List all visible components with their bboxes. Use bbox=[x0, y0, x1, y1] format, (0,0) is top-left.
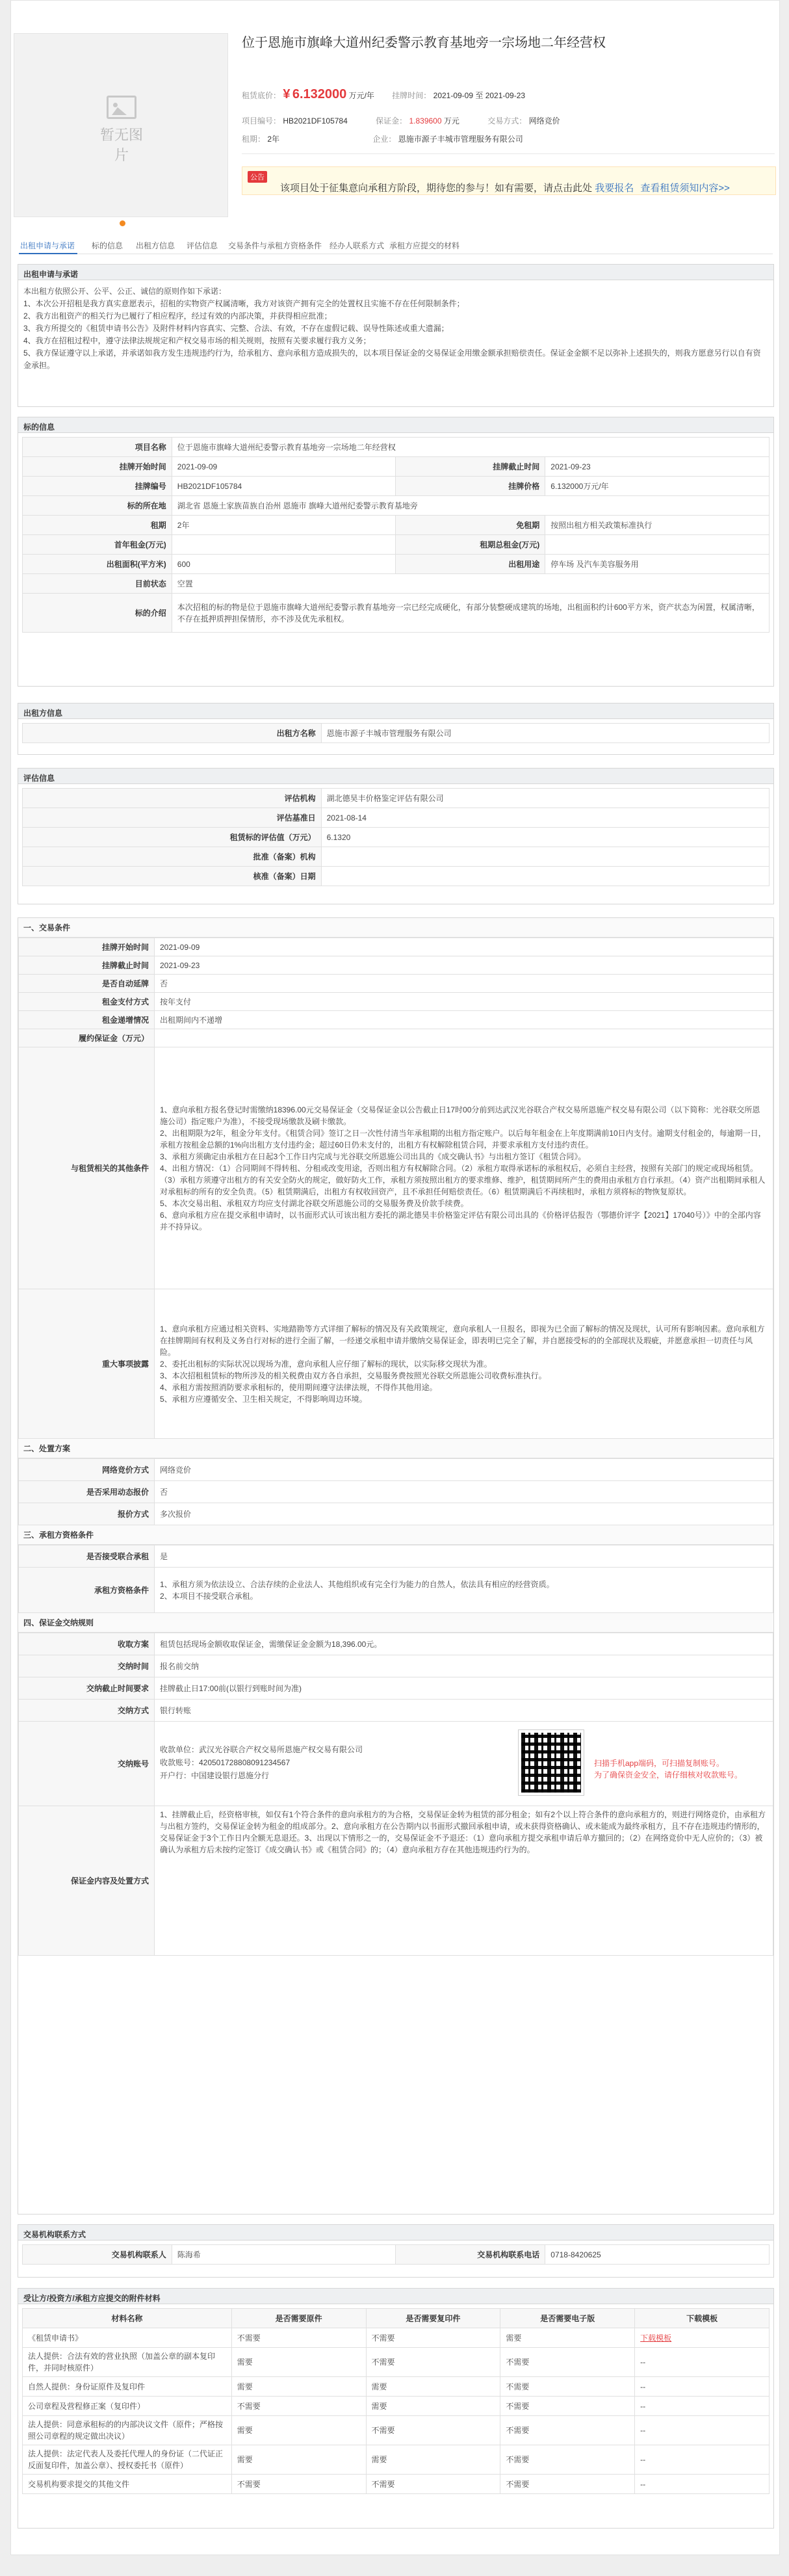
tab-evaluation[interactable]: 评估信息 bbox=[187, 241, 218, 250]
qr-code-icon bbox=[519, 1730, 584, 1795]
section-title: 出租申请与承诺 bbox=[18, 265, 773, 280]
register-link[interactable]: 我要报名 bbox=[595, 183, 634, 194]
asset-table: 项目名称 位于恩施市旗峰大道州纪委警示教育基地旁一宗场地二年经营权 挂牌开始时间 2021-09-09 挂牌截止时间 2021-09-23 挂牌编号 HB2021DF105784 挂牌价格 6.132000万元/年 标的所在地 湖北省 恩施土家族苗族自治州 恩施市 旗峰大道州纪委警示教育基地旁 租期 2年 免租期 按照出租方相关政策标准执行 首年租金(万元) 租期总租金(万元) 出租面积(平方米) 600 出租用途 停车场 及汽车美容服务用 目前状态 空置 标的介绍 本次招租的标的物是位于恩施市旗峰大道州纪委警示教育基地旁一宗已经完成硬化，有部分装整硬成建筑的场地，出租面积约计600平方米，资产状态为闲置，权属清晰，不存在抵押质押担保情形，亦不涉及优先承租权。 bbox=[22, 437, 770, 633]
materials-table: 材料名称 是否需要原件 是否需要复印件 是否需要电子版 下载模板 《租赁申请书》 不需要 不需要 需要 下载模板 法人提供：合法有效的营业执照（加盖公章的副本复印件，并同时核原件） 需要 不需要 不需要 -- 自然人提供：身份证原件及复印件 需要 需要 不需要 -- 公司章程及营程修正案（复印件） 不需要 需要 不需要 -- 法人提供：同意承租标的的内部决议文件（原件；严格按照公司章程的规定做出决议） 需要 不需要 不需要 -- 法人提供：法定代表人及委托代理人的身份证（二代证正反面复印件，加盖公章）、授权委托书（原件） 需要 需要 不需要 -- 交易机构要求提交的其他文件 不需要 不需要 不需要 -- bbox=[22, 2308, 770, 2494]
table-row: 法人提供：同意承租标的的内部决议文件（原件；严格按照公司章程的规定做出决议） 需要 不需要 不需要 -- bbox=[23, 2416, 770, 2445]
commitment-section bbox=[18, 264, 774, 407]
qualification-table: 是否接受联合承租 是 承租方资格条件 1、承租方须为依法设立、合法存续的企业法人、其他组织或有完全行为能力的自然人，依法具有相应的经营资质。 2、本项目不接受联合承租。 bbox=[18, 1545, 773, 1613]
contact-table: 交易机构联系人 陈海希 交易机构联系电话 0718-8420625 bbox=[22, 2244, 770, 2265]
info-line-1: 项目编号： HB2021DF105784 保证金： 1.839600 万元 交易方式： 网络竞价 bbox=[242, 116, 560, 125]
trade-conditions-table: 挂牌开始时间 2021-09-09 挂牌截止时间 2021-09-23 是否自动延牌 否 租金支付方式 按年支付 租金递增情况 出租期间内不递增 履约保证金（万元） 与租赁相关的其他条件 1、意向承租方报名登记时需缴纳18396.00元交易保证金（交易保证金以公告截止日17时00分前到达武汉光谷联合产权交易所恩施产权交易有限公司（以下简称：光谷联交所恩施公司）指定账户为准），不接受现场缴款及刷卡缴款。 2、出租期限为2年，租金分年支付。《租赁合同》签订之日一次性付清当年承租期的出租方指定账户。以后每年租金在上年度期满前10日内支付。逾期支付租金的，每逾期一日，承租方按租金总额的1%向出租方支付违约金；超过60日仍未支付的，出租方有权解除租赁合同，并要求承租方支付违约责任。 3、承租方须确定由承租方在日起3个工作日内完成与光谷联交所恩施公司出具的《成交确认书》与出租方签订《租赁合同》。 4、出租方情况：（1）合同期间不得转租、分租或改变用途，否则出租方有权解除合同。（2）承租方取得承诺标的承租权后，必须自主经营，按照有关部门的规定或现场租赁。（3）承租方须遵守出租方的有关安全防火的规定，做好防火工作，承租方须按照出租方的要求维修、维护，租赁期间所产生的费用由承租方自行承担。（4）资产出租期间承租人对承租标的所有的安全负责。（5）租赁期满后，出租方有权收回资产，且不承担任何赔偿责任。（6）租赁期满后不再续租时，承租方须将标的物恢复原状。 5、本次交易出租、承租双方均应支付湖北谷联交所恩施公司的交易服务费及价款手续费。 6、意向承租方应在提交承租申请时，以书面形式认可该出租方委托的湖北德昊丰价格鉴定评估有限公司出具的《价格评估报告（鄂德价评字【2021】17040号）》中的全部内容并不持异议。 重大事项披露 1、意向承租方应通过相关资料、实地踏勘等方式详细了解标的情况及有关政策规定，意向承租人一旦报名，即视为已全面了解标的情况及现状，认可所有影响因素。意向承租方在挂牌期间有权利及义务自行对标的进行全面了解，一经递交承租申请并缴纳交易保证金，即表明已完全了解，并自愿接受标的的全部现状及瑕疵，并愿意承担一切责任与风险。 2、委托出租标的实际状况以现场为准，意向承租人应仔细了解标的现状，以实际移交现状为准。 3、本次招租租赁标的物所涉及的相关税费由双方各自承担，交易服务费按照光谷联交所恩施公司收费标准执行。 4、承租方需按照消防要求承租标的，使用期间遵守法律法规，不得作其他用途。 5、承租方应遵循安全、卫生相关规定，不得影响周边环境。 bbox=[18, 938, 773, 1439]
qr-warning: 为了确保资金安全，请仔细核对收款账号。 bbox=[593, 1770, 742, 1780]
section-title: 评估信息 bbox=[18, 769, 773, 784]
price-line: 租赁底价： ¥ 6.132000 万元/年 挂牌时间： 2021-09-09 至 2021-09-23 bbox=[242, 87, 526, 101]
table-row: 《租赁申请书》 不需要 不需要 需要 下载模板 bbox=[23, 2328, 770, 2348]
page-title: 位于恩施市旗峰大道州纪委警示教育基地旁一宗场地二年经营权 bbox=[242, 36, 606, 50]
tab-materials[interactable]: 承租方应提交的材料 bbox=[389, 241, 460, 250]
image-icon bbox=[107, 96, 136, 119]
tab-bar bbox=[19, 235, 773, 254]
subsection-title: 四、保证金交纳规则 bbox=[18, 1613, 773, 1633]
tab-conditions[interactable]: 交易条件与承租方资格条件 bbox=[228, 241, 322, 250]
deposit-value: 1.839600 bbox=[409, 116, 442, 125]
contact-section bbox=[18, 2224, 774, 2278]
materials-section bbox=[18, 2288, 774, 2529]
thumbnail bbox=[14, 33, 228, 217]
deposit-rules-table: 收取方案 租赁包括现场金额收取保证金，需缴保证金金额为18,396.00元。 交纳时间 报名前交纳 交纳截止时间要求 挂牌截止日17:00前(以银行到账时间为准) 交纳方式 银行转账 交纳账号 收款单位：武汉光谷联合产权交易所恩施产权交易有限公司 收款账号：420501728808091234567 开户行：中国建设银行恩施分行 扫描手机app端码，可扫描复制账号。 为了确保资金安全，请仔细核对收款账号。 保证金内容及处置方式 1、挂牌截止后，经资格审核，如仅有1个符合条件的意向承租方的为合格，交易保证金转为租赁的部分租金；如有2个以上符合条件的意向承租方的，则进行网络竞价，由承租方与出租方签约，交易保证金转为租金的组成部分。2、意向承租方在公告期内以书面形式撤回承租申请，或未获得资格确认、或未能成为最终承租方，且不存在违规违约情形的，交易保证金于3个工作日内全额无息退还。3、出现以下情形之一的，交易保证金不予退还：（1）意向承租方提交承租申请后单方撤回的；（2）在网络竞价中无人应价的；（3）被确认为承租方后未按约定签订《成交确认书》或《租赁合同》的；（4）意向承租方存在其他违规违约行为的。 bbox=[18, 1633, 773, 1956]
qr-tip: 扫描手机app端码，可扫描复制账号。 bbox=[593, 1758, 724, 1768]
table-row: 法人提供：合法有效的营业执照（加盖公章的副本复印件，并同时核原件） 需要 不需要 不需要 -- bbox=[23, 2348, 770, 2377]
section-title: 受让方/投资方/承租方应提交的附件材料 bbox=[18, 2289, 773, 2304]
disposal-table: 网络竞价方式 网络竞价 是否采用动态报价 否 报价方式 多次报价 bbox=[18, 1458, 773, 1525]
asset-section bbox=[18, 417, 774, 687]
rental-notice-link[interactable]: 查看租赁须知内容>> bbox=[640, 183, 730, 194]
conditions-section bbox=[18, 917, 774, 2215]
no-image-placeholder bbox=[96, 96, 148, 164]
table-row: 法人提供：法定代表人及委托代理人的身份证（二代证正反面复印件，加盖公章）、授权委托书（原件） 需要 需要 不需要 -- bbox=[23, 2445, 770, 2475]
account-bank: 开户行：中国建设银行恩施分行 bbox=[159, 1770, 269, 1780]
page bbox=[10, 0, 780, 2555]
download-template-link[interactable]: 下载模板 bbox=[640, 2333, 672, 2343]
notice-bar: 公告 该项目处于征集意向承租方阶段，期待您的参与！如有需要，请点击此处 我要报名 查看租赁须知内容>> bbox=[242, 166, 776, 195]
listing-period: 2021-09-09 至 2021-09-23 bbox=[433, 91, 526, 100]
other-conditions: 1、意向承租方报名登记时需缴纳18396.00元交易保证金（交易保证金以公告截止日17时00分前到达武汉光谷联合产权交易所恩施产权交易有限公司（以下简称：光谷联交所恩施公司）指定账户为准），不接受现场缴款及刷卡缴款。 2、出租期限为2年，租金分年支付。《租赁合同》签订之日一次性付清当年承租期的出租方指定账户。以后每年租金在上年度期满前10日内支付。逾期支付租金的，每逾期一日，承租方按租金总额的1%向出租方支付违约金；超过60日仍未支付的，出租方有权解除租赁合同，并要求承租方支付违约责任。 3、承租方须确定由承租方在日起3个工作日内完成与光谷联交所恩施公司出具的《成交确认书》与出租方签订《租赁合同》。 4、出租方情况：（1）合同期间不得转租、分租或改变用途，否则出租方有权解除合同。（2）承租方取得承诺标的承租权后，必须自主经营，按照有关部门的规定或现场租赁。（3）承租方须遵守出租方的有关安全防火的规定，做好防火工作，承租方须按照出租方的要求维修、维护，租赁期间所产生的费用由承租方自行承担。（4）资产出租期间承租人对承租标的所有的安全负责。（5）租赁期满后，出租方有权收回资产，且不承担任何赔偿责任。（6）租赁期满后不再续租时，承租方须将标的物恢复原状。 5、本次交易出租、承租双方均应支付湖北谷联交所恩施公司的交易服务费及价款手续费。 6、意向承租方应在提交承租申请时，以书面形式认可该出租方委托的湖北德昊丰价格鉴定评估有限公司出具的《价格评估报告（鄂德价评字【2021】17040号）》中的全部内容并不持异议。 bbox=[154, 1047, 773, 1289]
major-disclosures: 1、意向承租方应通过相关资料、实地踏勘等方式详细了解标的情况及有关政策规定，意向承租人一旦报名，即视为已全面了解标的情况及现状，认可所有影响因素。意向承租方在挂牌期间有权利及义务自行对标的进行全面了解，一经递交承租申请并缴纳交易保证金，即表明已完全了解，并自愿接受标的的全部现状及瑕疵，并愿意承担一切责任与风险。 2、委托出租标的实际状况以现场为准，意向承租人应仔细了解标的现状，以实际移交现状为准。 3、本次招租租赁标的物所涉及的相关税费由双方各自承担，交易服务费按照光谷联交所恩施公司收费标准执行。 4、承租方需按照消防要求承租标的，使用期间遵守法律法规，不得作其他用途。 5、承租方应遵循安全、卫生相关规定，不得影响周边环境。 bbox=[154, 1289, 773, 1439]
tab-lessor[interactable]: 出租方信息 bbox=[136, 241, 175, 250]
active-tab-indicator bbox=[19, 253, 77, 254]
deposit-handling: 1、挂牌截止后，经资格审核，如仅有1个符合条件的意向承租方的为合格，交易保证金转为租赁的部分租金；如有2个以上符合条件的意向承租方的，则进行网络竞价，由承租方与出租方签约，交易保证金转为租金的组成部分。2、意向承租方在公告期内以书面形式撤回承租申请，或未获得资格确认、或未能成为最终承租方，且不存在违规违约情形的，交易保证金于3个工作日内全额无息退还。3、出现以下情形之一的，交易保证金不予退还：（1）意向承租方提交承租申请后单方撤回的；（2）在网络竞价中无人应价的；（3）被确认为承租方后未按约定签订《成交确认书》或《租赁合同》的；（4）意向承租方存在其他违规违约行为的。 bbox=[154, 1806, 773, 1956]
tab-commitment[interactable]: 出租申请与承诺 bbox=[20, 241, 75, 250]
no-image-text: 暂无图片 bbox=[99, 127, 143, 163]
section-title: 交易机构联系方式 bbox=[18, 2225, 773, 2241]
lessor-table: 出租方名称 恩施市源子丰城市管理服务有限公司 bbox=[22, 723, 770, 743]
rent-price: 6.132000 bbox=[292, 87, 347, 101]
info-line-2: 租期： 2年 企业： 恩施市源子丰城市管理服务有限公司 bbox=[242, 135, 523, 144]
lessor-section bbox=[18, 703, 774, 755]
table-row: 公司章程及营程修正案（复印件） 不需要 需要 不需要 -- bbox=[23, 2397, 770, 2416]
header bbox=[11, 1, 781, 225]
account-number: 收款账号：420501728808091234567 bbox=[159, 1757, 291, 1767]
evaluation-table: 评估机构 湖北德昊丰价格鉴定评估有限公司 评估基准日 2021-08-14 租赁标的评估值（万元） 6.1320 批准（备案）机构 核准（备案）日期 bbox=[22, 788, 770, 886]
tab-contact[interactable]: 经办人联系方式 bbox=[330, 241, 385, 250]
commitment-text: 本出租方依照公开、公平、公正、诚信的原则作如下承诺： 1、本次公开招租是我方真实意愿表示，招租的实物资产权属清晰，我方对该资产拥有完全的处置权且实施不存在任何限制条件； 2、我方出租资产的相关行为已履行了相应程序，经过有效的内部决策，并获得相应批准； 3、我方所提交的《租赁申请书公告》及附件材料内容真实、完整、合法、有效，不存在虚假记载、误导性陈述或重大遗漏； 4、我方在招租过程中，遵守法律法规规定和产权交易市场的相关规则，按照有关要求履行我方义务； 5、我方保证遵守以上承诺，并承诺如我方发生违规违约行为，给承租方、意向承租方造成损失的，以本项目保证金的交易保证金用缴金额承担赔偿责任。保证金金额不足以弥补上述损失的，则我方愿意另行以自有资金承担。 bbox=[23, 287, 761, 370]
notice-tag: 公告 bbox=[248, 171, 267, 183]
tab-asset[interactable]: 标的信息 bbox=[92, 241, 123, 250]
subsection-title: 二、处置方案 bbox=[18, 1439, 773, 1458]
contact-person: 陈海希 bbox=[172, 2245, 396, 2265]
table-row: 交易机构要求提交的其他文件 不需要 不需要 不需要 -- bbox=[23, 2475, 770, 2494]
subsection-title: 三、承租方资格条件 bbox=[18, 1525, 773, 1545]
account-name: 收款单位：武汉光谷联合产权交易所恩施产权交易有限公司 bbox=[159, 1744, 363, 1754]
section-title: 出租方信息 bbox=[18, 703, 773, 719]
contact-phone: 0718-8420625 bbox=[545, 2245, 770, 2265]
subsection-title: 一、交易条件 bbox=[18, 918, 773, 938]
table-row: 自然人提供：身份证原件及复印件 需要 需要 不需要 -- bbox=[23, 2377, 770, 2397]
evaluation-section bbox=[18, 768, 774, 904]
carousel-dot[interactable] bbox=[120, 220, 125, 226]
divider bbox=[242, 153, 775, 154]
section-title: 标的信息 bbox=[18, 417, 773, 433]
